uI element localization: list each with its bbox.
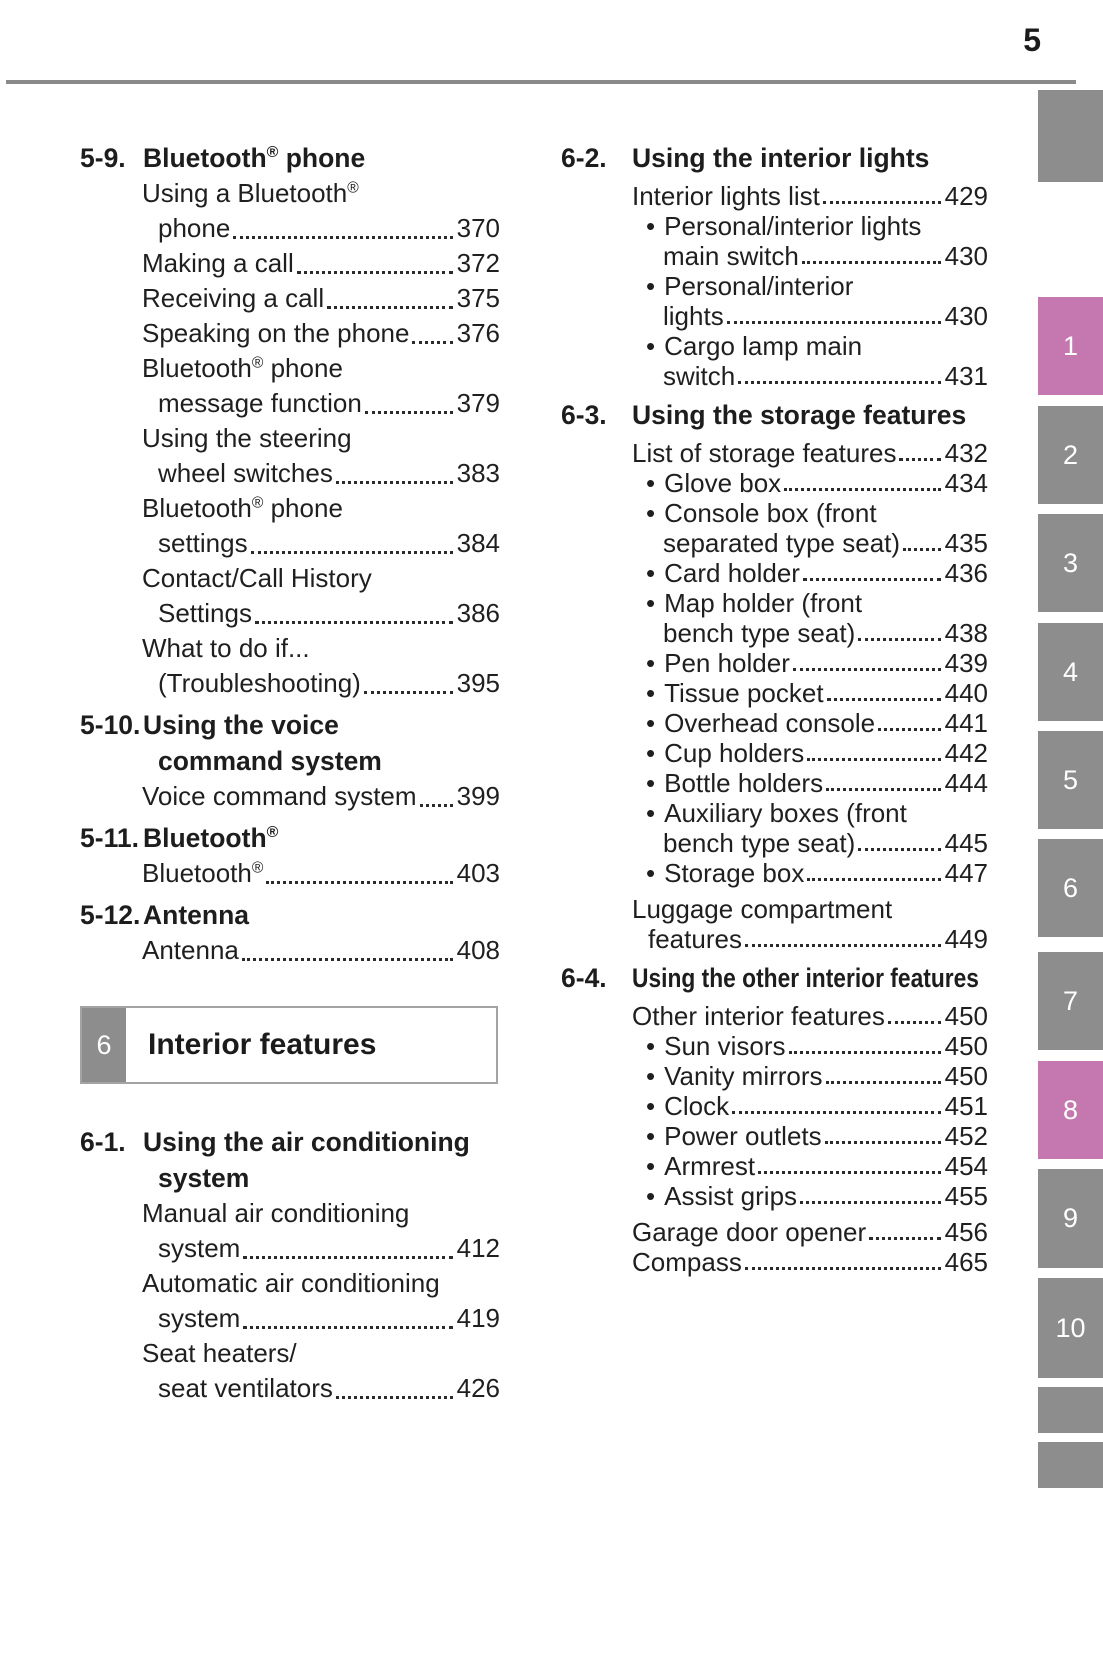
chapter-number: 6 — [82, 1008, 126, 1082]
chapter-tab-4: 4 — [1038, 623, 1103, 721]
toc-entry — [632, 708, 988, 738]
chapter-tab-9: 9 — [1038, 1169, 1103, 1268]
dot-leader — [858, 638, 940, 641]
chapter-heading-box — [80, 1006, 498, 1084]
toc-entry — [632, 331, 988, 391]
section-number: 5-10. — [80, 710, 141, 740]
page-ref: 447 — [944, 858, 988, 888]
entry-text: Power outlets — [664, 1121, 822, 1151]
bullet-icon: • — [646, 1151, 656, 1181]
toc-entry — [142, 316, 500, 351]
section-heading — [80, 1124, 500, 1196]
toc-right-column — [561, 140, 988, 1283]
page-ref: 399 — [456, 781, 500, 811]
dot-leader — [802, 261, 941, 264]
dot-leader — [242, 958, 453, 961]
page-ref: 376 — [456, 318, 500, 348]
page-ref: 435 — [944, 528, 988, 558]
dot-leader — [745, 1267, 941, 1270]
page-ref: 455 — [944, 1181, 988, 1211]
dot-leader — [903, 548, 941, 551]
toc-entry — [632, 438, 988, 468]
page-ref: 395 — [456, 668, 500, 698]
entry-text: Garage door opener — [632, 1217, 867, 1247]
entry-text: features — [648, 924, 742, 954]
toc-entry — [632, 1181, 988, 1211]
page-ref: 432 — [944, 438, 988, 468]
section-heading — [80, 140, 500, 176]
page-ref: 454 — [944, 1151, 988, 1181]
page-ref: 372 — [456, 248, 500, 278]
section-heading — [561, 960, 988, 996]
section-heading — [561, 397, 988, 433]
dot-leader — [251, 551, 453, 554]
chapter-tab-2: 2 — [1038, 406, 1103, 504]
toc-entry — [142, 1266, 500, 1336]
section-number: 6-2. — [561, 143, 607, 173]
toc-entry — [142, 1336, 500, 1406]
page-ref: 441 — [944, 708, 988, 738]
section-title: Using the interior lights — [632, 143, 930, 173]
entry-text: Map holder (front — [664, 588, 863, 618]
page-ref: 440 — [944, 678, 988, 708]
bullet-icon: • — [646, 498, 656, 528]
page-ref: 430 — [944, 241, 988, 271]
toc-entry — [142, 631, 500, 701]
entry-text: separated type seat) — [663, 528, 901, 558]
toc-entry — [142, 176, 500, 246]
entry-text: Cargo lamp main — [664, 331, 863, 361]
entry-text: wheel switches — [158, 458, 333, 488]
dot-leader — [807, 878, 940, 881]
toc-section-511 — [80, 820, 500, 891]
toc-entry — [632, 648, 988, 678]
entry-text: Glove box — [664, 468, 782, 498]
section-heading — [561, 140, 988, 176]
page-ref: 452 — [944, 1121, 988, 1151]
entry-text: Automatic air conditioning — [142, 1268, 440, 1298]
dot-leader — [732, 1111, 940, 1114]
entry-text: Sun visors — [664, 1031, 786, 1061]
dot-leader — [858, 848, 940, 851]
dot-leader — [878, 728, 940, 731]
dot-leader — [420, 804, 453, 807]
section-number: 5-9. — [80, 143, 126, 173]
toc-entry — [142, 856, 500, 891]
chapter-tab-5: 5 — [1038, 731, 1103, 829]
page-ref: 379 — [456, 388, 500, 418]
entry-text: bench type seat) — [663, 828, 856, 858]
page-ref: 375 — [456, 283, 500, 313]
entry-text: Contact/Call History — [142, 563, 372, 593]
dot-leader — [823, 201, 941, 204]
page-ref: 444 — [944, 768, 988, 798]
entry-text: What to do if... — [142, 633, 310, 663]
bullet-icon: • — [646, 678, 656, 708]
section-title: Using the voice command system — [143, 710, 382, 776]
section-title: Using the storage features — [632, 400, 967, 430]
chapter-tab-6: 6 — [1038, 839, 1103, 937]
bullet-icon: • — [646, 271, 656, 301]
entry-text: Console box (front — [664, 498, 877, 528]
dot-leader — [233, 236, 452, 239]
toc-section-61 — [80, 1124, 500, 1406]
dot-leader — [327, 306, 453, 309]
entry-text: Bluetooth® phone — [142, 493, 343, 523]
section-title: Bluetooth® — [143, 823, 279, 853]
entry-text: Overhead console — [664, 708, 876, 738]
entry-text: message function — [158, 388, 362, 418]
entry-text: Other interior features — [632, 1001, 885, 1031]
bullet-icon: • — [646, 468, 656, 498]
section-title: Bluetooth® phone — [143, 143, 366, 173]
dot-leader — [365, 411, 453, 414]
dot-leader — [364, 691, 453, 694]
toc-section-510 — [80, 707, 500, 814]
dot-leader — [727, 321, 941, 324]
entry-text: system — [158, 1303, 241, 1333]
toc-entry — [632, 498, 988, 558]
toc-entry — [142, 351, 500, 421]
dot-leader — [738, 381, 940, 384]
toc-entry — [142, 1196, 500, 1266]
page-ref: 430 — [944, 301, 988, 331]
dot-leader — [826, 1081, 941, 1084]
bullet-icon: • — [646, 331, 656, 361]
entry-text: Armrest — [664, 1151, 756, 1181]
toc-entry — [632, 798, 988, 858]
page-ref: 426 — [456, 1373, 500, 1403]
toc-entry — [632, 181, 988, 211]
page-ref: 408 — [456, 935, 500, 965]
entry-text: Auxiliary boxes (front — [664, 798, 907, 828]
page-ref: 438 — [944, 618, 988, 648]
dot-leader — [827, 698, 941, 701]
bullet-icon: • — [646, 1061, 656, 1091]
chapter-title: Interior features — [148, 1028, 377, 1061]
dot-leader — [297, 271, 453, 274]
entry-text: List of storage features — [632, 438, 897, 468]
entry-text: Compass — [632, 1247, 742, 1277]
toc-entry — [632, 558, 988, 588]
chapter-tab-1: 1 — [1038, 297, 1103, 395]
bullet-icon: • — [646, 858, 656, 888]
page-ref: 412 — [456, 1233, 500, 1263]
dot-leader — [888, 1021, 941, 1024]
entry-text: Interior lights list — [632, 181, 820, 211]
entry-text: Bluetooth® phone — [142, 353, 343, 383]
page-ref: 450 — [944, 1001, 988, 1031]
toc-entry — [632, 1121, 988, 1151]
toc-entry — [632, 588, 988, 648]
toc-entry — [632, 678, 988, 708]
bullet-icon: • — [646, 798, 656, 828]
toc-entry — [142, 246, 500, 281]
dot-leader — [243, 1256, 452, 1259]
registered-trademark-symbol: ® — [251, 859, 264, 877]
entry-text: Speaking on the phone — [142, 318, 410, 348]
entry-text: Cup holders — [664, 738, 805, 768]
page-ref: 436 — [944, 558, 988, 588]
chapter-tab-blank — [1038, 90, 1103, 182]
entry-text: Seat heaters/ — [142, 1338, 297, 1368]
entry-text: Assist grips — [664, 1181, 798, 1211]
page-ref: 419 — [456, 1303, 500, 1333]
toc-entry — [632, 1247, 988, 1277]
page-ref: 465 — [944, 1247, 988, 1277]
page-ref: 434 — [944, 468, 988, 498]
chapter-tab-7: 7 — [1038, 952, 1103, 1050]
page-ref: 439 — [944, 648, 988, 678]
toc-section-62 — [561, 140, 988, 391]
bullet-icon: • — [646, 1091, 656, 1121]
dot-leader — [869, 1237, 940, 1240]
entry-text: (Troubleshooting) — [158, 668, 361, 698]
registered-trademark-symbol: ® — [347, 179, 359, 197]
entry-text: settings — [158, 528, 248, 558]
registered-trademark-symbol: ® — [266, 144, 279, 162]
dot-leader — [745, 944, 941, 947]
entry-text: Personal/interior lights — [664, 211, 922, 241]
chapter-tab-blank — [1038, 1387, 1103, 1433]
entry-text: Personal/interior — [664, 271, 854, 301]
entry-text: Settings — [158, 598, 252, 628]
section-number: 6-3. — [561, 400, 607, 430]
dot-leader — [266, 881, 452, 884]
dot-leader — [899, 458, 940, 461]
chapter-tab-3: 3 — [1038, 514, 1103, 612]
bullet-icon: • — [646, 588, 656, 618]
registered-trademark-symbol: ® — [266, 824, 279, 842]
section-title: Using the air conditioning system — [143, 1127, 470, 1193]
dot-leader — [336, 481, 453, 484]
page-ref: 450 — [944, 1031, 988, 1061]
bullet-icon: • — [646, 738, 656, 768]
registered-trademark-symbol: ® — [251, 354, 264, 372]
header-rule — [6, 80, 1076, 84]
entry-text: seat ventilators — [158, 1373, 333, 1403]
dot-leader — [807, 758, 940, 761]
entry-text: Pen holder — [664, 648, 790, 678]
section-heading — [80, 820, 500, 856]
entry-text: Bottle holders — [664, 768, 824, 798]
entry-text: Voice command system — [142, 781, 417, 811]
entry-text: system — [158, 1233, 241, 1263]
entry-text: Making a call — [142, 248, 294, 278]
dot-leader — [800, 1201, 941, 1204]
toc-section-64 — [561, 960, 988, 1277]
dot-leader — [789, 1051, 941, 1054]
entry-text: Luggage compartment — [632, 894, 893, 924]
registered-trademark-symbol: ® — [251, 494, 264, 512]
dot-leader — [255, 621, 453, 624]
page-ref: 456 — [944, 1217, 988, 1247]
section-number: 5-11. — [80, 823, 139, 853]
bullet-icon: • — [646, 558, 656, 588]
section-title: Antenna — [143, 900, 249, 930]
entry-text: Storage box — [664, 858, 805, 888]
dot-leader — [825, 1141, 941, 1144]
section-heading — [80, 707, 500, 779]
toc-entry — [632, 1091, 988, 1121]
page-ref: 449 — [944, 924, 988, 954]
page-ref: 429 — [944, 181, 988, 211]
entry-text: Card holder — [664, 558, 800, 588]
chapter-tab-10: 10 — [1038, 1278, 1103, 1378]
bullet-icon: • — [646, 768, 656, 798]
entry-text: Manual air conditioning — [142, 1198, 410, 1228]
toc-entry — [142, 779, 500, 814]
toc-entry — [632, 1061, 988, 1091]
section-heading — [80, 897, 500, 933]
toc-section-59 — [80, 140, 500, 701]
entry-text: Vanity mirrors — [664, 1061, 823, 1091]
entry-text: lights — [663, 301, 724, 331]
dot-leader — [826, 788, 941, 791]
page-ref: 370 — [456, 213, 500, 243]
toc-entry — [142, 933, 500, 968]
toc-entry — [632, 1031, 988, 1061]
dot-leader — [758, 1171, 941, 1174]
entry-text: bench type seat) — [663, 618, 856, 648]
toc-entry — [142, 561, 500, 631]
entry-text: switch — [663, 361, 736, 391]
entry-text: Using the steering — [142, 423, 352, 453]
page-ref: 384 — [456, 528, 500, 558]
page-ref: 442 — [944, 738, 988, 768]
dot-leader — [336, 1396, 453, 1399]
toc-entry — [142, 281, 500, 316]
dot-leader — [243, 1326, 452, 1329]
page-ref: 386 — [456, 598, 500, 628]
chapter-tab-blank — [1038, 1442, 1103, 1488]
page-number: 5 — [1023, 22, 1041, 58]
toc-section-512 — [80, 897, 500, 968]
bullet-icon: • — [646, 708, 656, 738]
dot-leader — [803, 578, 941, 581]
entry-text: Receiving a call — [142, 283, 325, 313]
toc-entry — [632, 768, 988, 798]
dot-leader — [412, 341, 452, 344]
entry-text: Tissue pocket — [664, 678, 824, 708]
entry-text: phone — [158, 213, 231, 243]
bullet-icon: • — [646, 1181, 656, 1211]
dot-leader — [793, 668, 941, 671]
bullet-icon: • — [646, 1031, 656, 1061]
entry-text: Using a Bluetooth® — [142, 178, 359, 208]
entry-text: Clock — [664, 1091, 730, 1121]
page-ref: 403 — [456, 858, 500, 888]
toc-entry — [632, 211, 988, 271]
toc-entry — [142, 421, 500, 491]
page-ref: 451 — [944, 1091, 988, 1121]
toc-entry — [142, 491, 500, 561]
chapter-tab-8: 8 — [1038, 1061, 1103, 1159]
section-title: Using the other interior features — [632, 963, 979, 993]
toc-entry — [632, 738, 988, 768]
toc-left-column — [80, 140, 500, 1412]
page-ref: 431 — [944, 361, 988, 391]
toc-entry — [632, 1217, 988, 1247]
page-ref: 383 — [456, 458, 500, 488]
bullet-icon: • — [646, 211, 656, 241]
toc-entry — [632, 1001, 988, 1031]
page-ref: 450 — [944, 1061, 988, 1091]
bullet-icon: • — [646, 1121, 656, 1151]
toc-entry — [632, 468, 988, 498]
entry-text: main switch — [663, 241, 799, 271]
section-number: 6-1. — [80, 1127, 126, 1157]
entry-text: Antenna — [142, 935, 239, 965]
toc-entry — [632, 1151, 988, 1181]
toc-entry — [632, 858, 988, 888]
page-ref: 445 — [944, 828, 988, 858]
section-number: 6-4. — [561, 963, 607, 993]
dot-leader — [784, 488, 940, 491]
toc-section-63 — [561, 397, 988, 954]
section-number: 5-12. — [80, 900, 141, 930]
entry-text: Bluetooth® — [142, 858, 264, 888]
toc-entry — [632, 271, 988, 331]
bullet-icon: • — [646, 648, 656, 678]
toc-entry — [632, 894, 988, 954]
